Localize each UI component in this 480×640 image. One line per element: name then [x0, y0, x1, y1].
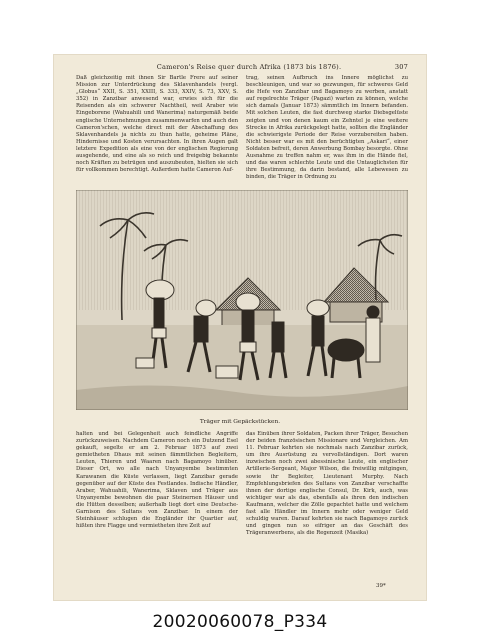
- page-number: 307: [394, 63, 408, 71]
- running-header: [90, 63, 408, 75]
- illustration-caption: Träger mit Gepäckstücken.: [199, 419, 281, 425]
- text-column-top-right: trag, seinen Aufbruch ins Innere möglichst zu beschleunigen, und war so gezwungen, für schweres Geld die Hefe von Zanzibar und Bagamoyo zu werben, anstatt auf regelrechte Träger (Pagazi) warten zu können, welche sich damals (Januar 1873) sämmtlich im Innern befanden. Mit solchen Leuten, die fast durchweg starke Diebsgelüste zeigten und von denen kaum ein Zehntel je eine weitere Strecke in Afrika zurückgelegt hatte, sollten die Engländer die schwierigste Periode der Reise vorzubereiten haben. Nicht besser war es mit den berüchtigten „Askari“, einer Soldaten befreit, deren Anwerbung Bombay besorgte. Ohne Ausnahme zu treffen nahm er, was ihm in die Hände fiel, und das waren schlechte Leute und die Untauglichsten für ihre Bestimmung, da darin bestand, alle Lebewesen zu binden, die Träger in Ordnung zu: [246, 75, 408, 181]
- book-page: [54, 55, 426, 600]
- running-title: Cameron's Reise quer durch Afrika (1873 bis 1876).: [156, 63, 342, 71]
- porters-engraving: [76, 190, 408, 410]
- engraving-illustration: [76, 190, 408, 410]
- text-column-top-left: Daß gleichzeitig mit ihnen Sir Bartle Frere auf seiner Mission zur Unterdrückung des Sklavenhandels (vergl. „Globus“ XXII, S. 351, XXIII, S. 333, XXIV, S. 73, XXV, S. 352) in Zanzibar anwesend war, erwies sich für die Reisenden als ein schwerer Nachtheil, weil Araber wie Eingeborene (Wahuahili und Wanerima) naturgemäß beide englische Unternehmungen zusammenwarfen und auch den Cameron'schen, welche direct mit der Abschaffung des Sklavenhandels ja nichts zu thun hatte, geheime Pläne, Hindernisse und Kosten verursachten. In ihren Augen galt letztere Expedition als eine von der englischen Regierung ausgehende, und eine als so reich und freigebig bekannte noch Kräften zu betrügen und auszubeuten, hielten sie sich für vollkommen berechtigt. Außerdem hatte Cameron Auf-: [76, 75, 238, 174]
- archive-id-label: 20020060078_P334: [152, 612, 328, 632]
- printer-signature: 39*: [376, 583, 386, 589]
- text-column-bottom-left: halten und bei Gelegenheit auch feindliche Angriffe zurückzuweisen. Nachdem Cameron noch ein Dutzend Esel gekauft, segelte er am 2. Februar 1873 auf zwei gemietheten Dhaus mit seinen fämmtlichen Begleitern, Leuten, Thieren und Waaren nach Bagamoyo hinüber. Dieser Ort, wo alle nach Unyanyembe bestimmten Karawanen die Küste verlassen, liegt Zanzibar gerade gegenüber auf der Küste des Festlandes. Indische Händler, Araber, Wahuahili, Wanerima, Sklaven und Träger aus Unyanyembe bewohnen die paar Steinernen Häuser und die Hütten desselben; außerhalb liegt dort eine Deutsche-Garnison des Sultans von Zanzibar. In einem der Steinhäuser schlugen die Engländer ihr Quartier auf, hißten ihre Flagge und vermietheten ihre Zeit auf: [76, 431, 238, 530]
- text-column-bottom-right: das Einüben ihrer Soldaten, Packen ihrer Träger, Besuchen der beiden französischen Missionare und Vergleichen. Am 11. Februar kehrten sie nochmals nach Zanzibar zurück, um ihre Ausrüstung zu vervollständigen. Dort waren inzwischen noch zwei abessinische Leute, ein englischer Artillerie-Sergeant, Major Wilson, die freiwillig mitgingen, sowie ihr Begleiter, Lieutenant Murphy. Nach Empfehlungsbriefen des Sultans von Zanzibar verschaffte ihnen der dortige englische Consul, Dr. Kirk, auch, was wichtiger war als das, ebenfalls als ihren den indischen Kaufmann, welcher die Zölle gepachtet hatte und welchem fast alle Händler im Innern mehr oder weniger Geld schuldig waren. Darauf kehrten sie nach Bagamoyo zurück und gingen nun so eifriger an das Geschäft des Trägeranwerbens, als die Regenzeit (Masika): [246, 431, 408, 537]
